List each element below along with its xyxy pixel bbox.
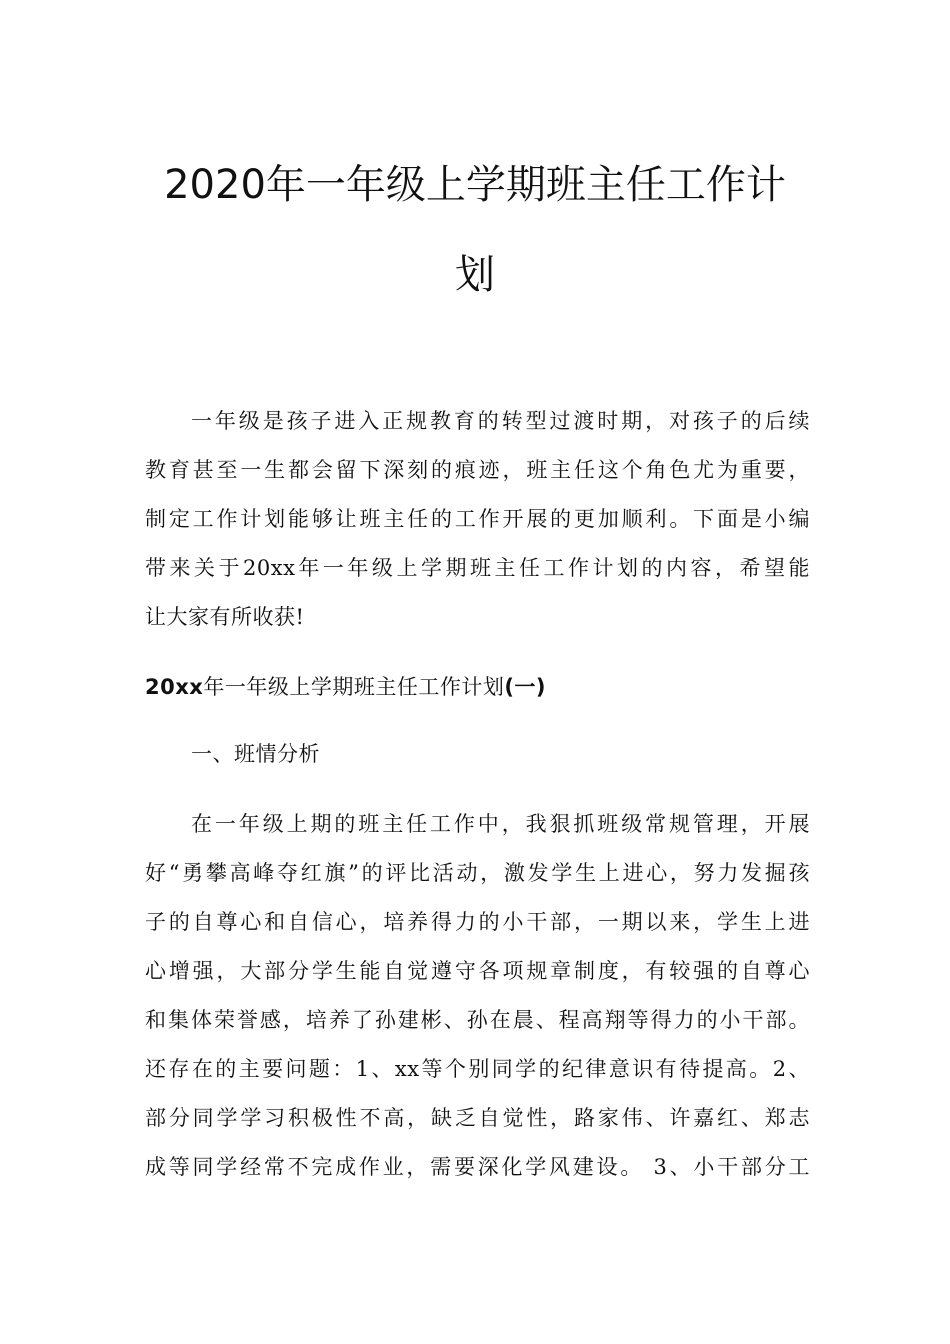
analysis-line: 好“勇攀高峰夺红旗”的评比活动，激发学生上进心，努力发掘孩 (145, 861, 810, 885)
title-line-2: 划 (455, 252, 495, 298)
intro-line: 带来关于20xx年一年级上学期班主任工作计划的内容，希望能 (145, 556, 810, 580)
title-line-1: 2020年一年级上学期班主任工作计 (164, 162, 786, 208)
analysis-line: 子的自尊心和自信心，培养得力的小干部，一期以来，学生上进 (145, 910, 810, 934)
subtitle-heading (145, 663, 810, 712)
analysis-line: 部分同学学习积极性不高，缺乏自觉性，路家伟、许嘉红、郑志 (145, 1106, 810, 1130)
analysis-line: 还存在的主要问题：1、xx等个别同学的纪律意识有待提高。2、 (145, 1057, 810, 1081)
intro-paragraph (145, 397, 810, 642)
subtitle-year: 20xx (145, 675, 204, 699)
analysis-line: 和集体荣誉感，培养了孙建彬、孙在晨、程高翔等得力的小干部。 (145, 1008, 810, 1032)
section-heading: 一、班情分析 (191, 742, 320, 766)
intro-line: 制定工作计划能够让班主任的工作开展的更加顺利。下面是小编 (145, 507, 810, 531)
subtitle-text: 年一年级上学期班主任工作计划 (203, 675, 505, 699)
intro-line: 让大家有所收获! (145, 605, 305, 629)
intro-line: 一年级是孩子进入正规教育的转型过渡时期，对孩子的后续 (191, 409, 810, 433)
document-title (140, 140, 810, 320)
analysis-line: 在一年级上期的班主任工作中，我狠抓班级常规管理，开展 (191, 812, 810, 836)
subtitle-suffix: (一) (504, 675, 547, 699)
analysis-line: 成等同学经常不完成作业，需要深化学风建设。 3、小干部分工 (145, 1155, 810, 1179)
analysis-line: 心增强，大部分学生能自觉遵守各项规章制度，有较强的自尊心 (145, 959, 810, 983)
intro-line: 教育甚至一生都会留下深刻的痕迹，班主任这个角色尤为重要， (145, 458, 810, 482)
analysis-paragraph (145, 800, 810, 1192)
